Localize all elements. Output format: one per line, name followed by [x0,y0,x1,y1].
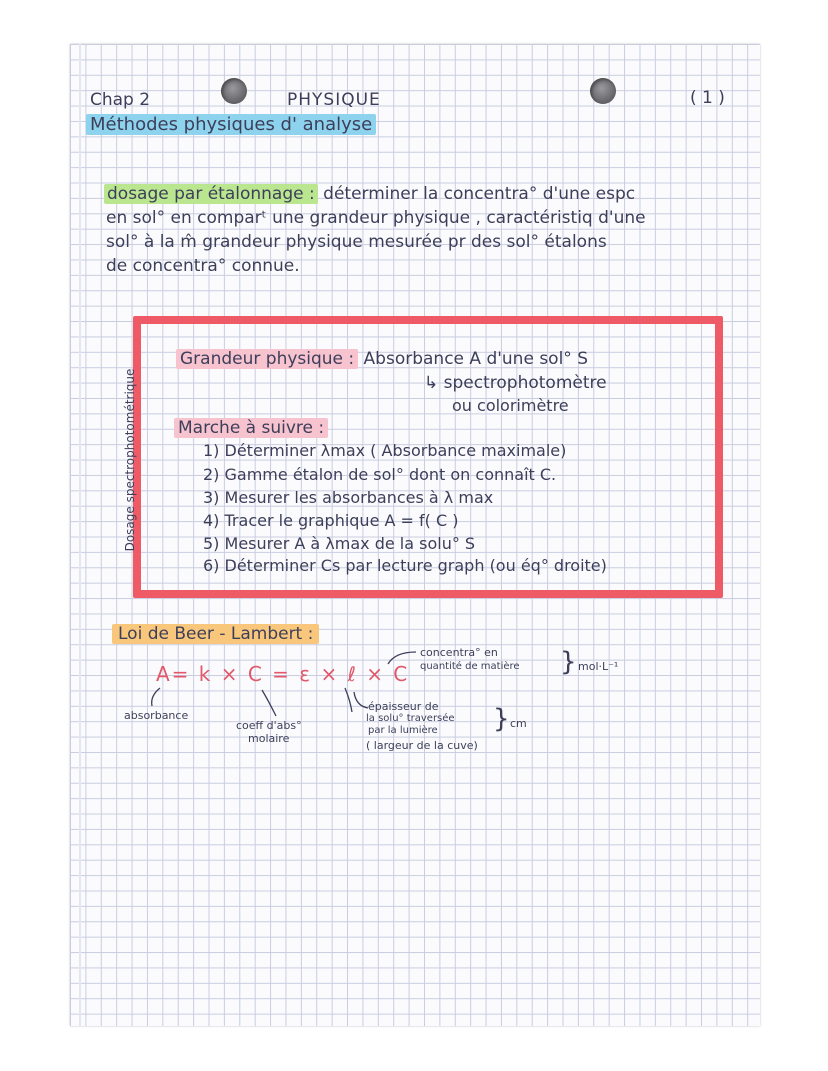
step-item: 2) Gamme étalon de sol° dont on connaît C. [203,465,557,484]
definition-term: dosage par étalonnage : [104,184,318,204]
step-item: 1) Déterminer λmax ( Absorbance maximale) [203,441,567,460]
coeff-label-2: molaire [248,732,290,745]
coeff-label-1: coeff d'abs° [236,719,302,732]
grandeur-label: Grandeur physique : [176,349,358,369]
step-item: 6) Déterminer Cs par lecture graph (ou éq° droite) [203,556,607,575]
definition-line-4: de concentra° connue. [106,256,300,276]
absorbance-label: absorbance [124,709,189,722]
brace-icon: } [493,704,510,734]
ep-label-2: la solu° traversée [366,713,455,724]
subject-title: PHYSIQUE [287,90,381,110]
chapter-label: Chap 2 [90,90,151,110]
step-item: 5) Mesurer A à λmax de la solu° S [203,534,476,553]
definition-line-3: sol° à la m̂ grandeur physique mesurée pr des sol° étalons [106,232,607,252]
step-item: 4) Tracer le graphique A = f( C ) [203,511,459,530]
grandeur-value: Absorbance A d'une sol° S [363,349,588,369]
step-item: 3) Mesurer les absorbances à λ max [203,488,494,507]
steps-label: Marche à suivre : [174,418,328,438]
ep-label-1: épaisseur de [368,700,439,713]
instrument-2: ou colorimètre [452,396,569,415]
definition-line-2: en sol° en comparᵗ une grandeur physique , caractéristiq d'une [106,208,646,228]
page-number: ( 1 ) [690,88,725,108]
beer-lambert-formula: A= k × C = ε × ℓ × C [156,662,410,686]
page-title: Méthodes physiques d' analyse [86,114,376,135]
beer-lambert-title: Loi de Beer - Lambert : [112,624,319,644]
ep-unit: cm [510,717,527,730]
definition-text-1: déterminer la concentra° d'une espc [323,184,636,204]
conc-label-1: concentra° en [420,646,498,659]
instrument-1: ↳ spectrophotomètre [424,373,607,393]
conc-unit: mol·L⁻¹ [578,660,619,673]
brace-icon: } [560,647,577,677]
ep-label-3: par la lumière [368,725,438,736]
side-label: Dosage spectrophotométrique [123,368,137,552]
ep-label-4: ( largeur de la cuve) [366,739,478,752]
conc-label-2: quantité de matière [420,661,520,672]
